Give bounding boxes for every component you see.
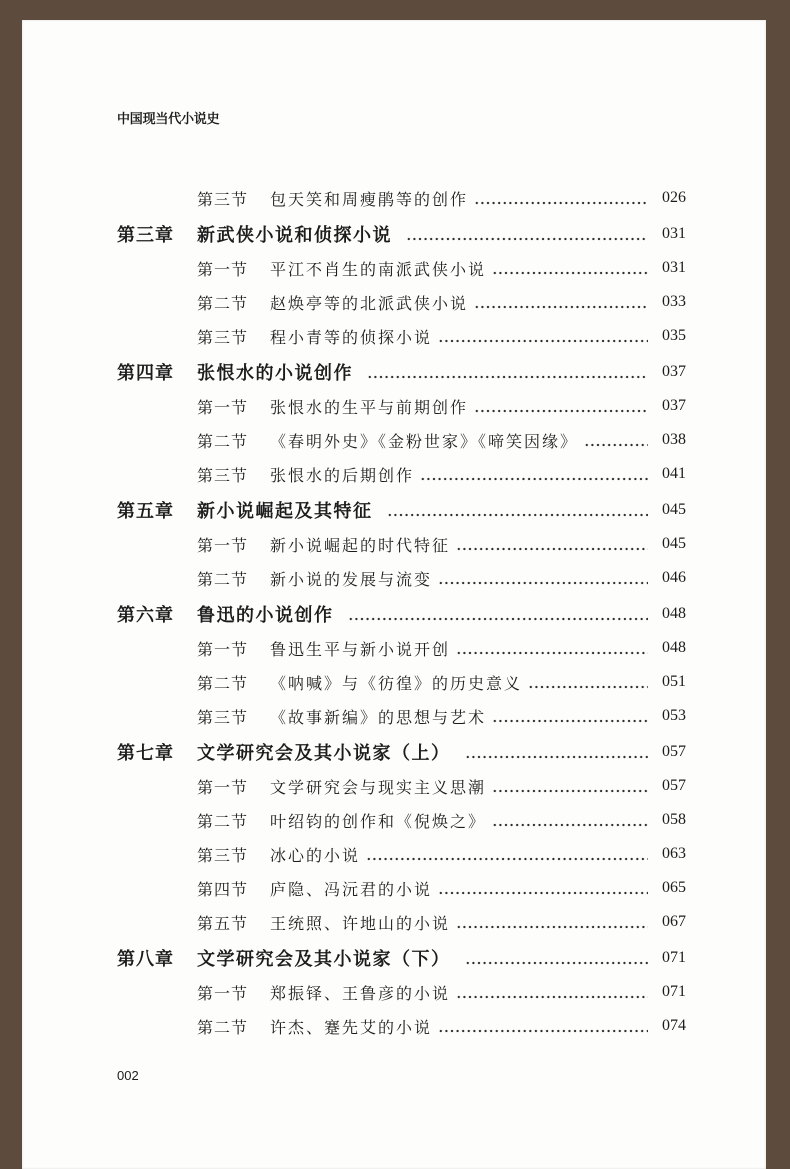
page-number: 058 bbox=[662, 811, 686, 828]
toc-section-row bbox=[117, 975, 686, 1009]
toc-section-row bbox=[117, 285, 686, 319]
page-number: 037 bbox=[662, 397, 686, 414]
book-page bbox=[22, 20, 766, 1169]
dot-leader bbox=[584, 443, 648, 447]
chapter-title: 新武侠小说和侦探小说 bbox=[197, 225, 392, 246]
page-number: 065 bbox=[662, 879, 686, 896]
toc-chapter-row bbox=[117, 493, 686, 527]
page-number: 033 bbox=[662, 293, 686, 310]
toc-chapter-row bbox=[117, 355, 686, 389]
toc-section-row bbox=[117, 905, 686, 939]
dot-leader bbox=[492, 823, 648, 827]
dot-leader bbox=[438, 339, 648, 343]
section-title: 《故事新编》的思想与艺术 bbox=[270, 707, 487, 727]
page-number: 053 bbox=[662, 707, 686, 724]
section-number: 第一节 bbox=[197, 983, 249, 1003]
toc-section-row bbox=[117, 457, 686, 491]
page-number: 037 bbox=[662, 363, 686, 380]
dot-leader bbox=[438, 1029, 648, 1033]
section-title: 《呐喊》与《彷徨》的历史意义 bbox=[270, 673, 523, 693]
toc-section-row bbox=[117, 1009, 686, 1043]
toc-section-row bbox=[117, 769, 686, 803]
dot-leader bbox=[387, 513, 649, 517]
page-number: 057 bbox=[662, 777, 686, 794]
chapter-title: 文学研究会及其小说家（上） bbox=[197, 743, 451, 764]
chapter-number: 第六章 bbox=[117, 605, 174, 626]
section-number: 第二节 bbox=[197, 431, 249, 451]
section-title: 包天笑和周瘦鹃等的创作 bbox=[270, 189, 469, 209]
section-number: 第三节 bbox=[197, 845, 249, 865]
toc-section-row bbox=[117, 803, 686, 837]
chapter-title: 张恨水的小说创作 bbox=[197, 363, 353, 384]
section-title: 张恨水的后期创作 bbox=[270, 465, 415, 485]
page-number: 045 bbox=[662, 535, 686, 552]
page-number: 071 bbox=[662, 983, 686, 1000]
dot-leader bbox=[367, 375, 648, 379]
section-number: 第二节 bbox=[197, 1017, 249, 1037]
section-number: 第三节 bbox=[197, 327, 249, 347]
toc-section-row bbox=[117, 251, 686, 285]
toc-section-row bbox=[117, 871, 686, 905]
section-number: 第四节 bbox=[197, 879, 249, 899]
dot-leader bbox=[406, 237, 648, 241]
toc-section-row bbox=[117, 181, 686, 215]
section-number: 第一节 bbox=[197, 259, 249, 279]
toc-section-row bbox=[117, 319, 686, 353]
chapter-number: 第七章 bbox=[117, 743, 174, 764]
page-number: 048 bbox=[662, 639, 686, 656]
dot-leader bbox=[465, 755, 649, 759]
dot-leader bbox=[456, 651, 648, 655]
page-number: 045 bbox=[662, 501, 686, 518]
dot-leader bbox=[438, 581, 648, 585]
page-number: 063 bbox=[662, 845, 686, 862]
dot-leader bbox=[474, 305, 648, 309]
folio-page-number: 002 bbox=[117, 1068, 139, 1083]
table-of-contents bbox=[117, 181, 686, 1043]
section-title: 《春明外史》《金粉世家》《啼笑因缘》 bbox=[270, 431, 579, 451]
toc-section-row bbox=[117, 665, 686, 699]
page-number: 067 bbox=[662, 913, 686, 930]
page-number: 031 bbox=[662, 225, 686, 242]
dot-leader bbox=[474, 201, 648, 205]
section-number: 第三节 bbox=[197, 465, 249, 485]
section-title: 新小说的发展与流变 bbox=[270, 569, 433, 589]
section-title: 平江不肖生的南派武侠小说 bbox=[270, 259, 487, 279]
dot-leader bbox=[348, 617, 649, 621]
toc-chapter-row bbox=[117, 597, 686, 631]
page-number: 051 bbox=[662, 673, 686, 690]
page-number: 031 bbox=[662, 259, 686, 276]
section-number: 第二节 bbox=[197, 293, 249, 313]
toc-chapter-row bbox=[117, 941, 686, 975]
section-title: 张恨水的生平与前期创作 bbox=[270, 397, 469, 417]
page-number: 038 bbox=[662, 431, 686, 448]
chapter-number: 第八章 bbox=[117, 949, 174, 970]
section-number: 第一节 bbox=[197, 397, 249, 417]
section-title: 王统照、许地山的小说 bbox=[270, 913, 451, 933]
page-number: 074 bbox=[662, 1017, 686, 1034]
toc-section-row bbox=[117, 389, 686, 423]
dot-leader bbox=[528, 685, 648, 689]
running-title: 中国现当代小说史 bbox=[117, 112, 220, 127]
dot-leader bbox=[456, 995, 648, 999]
toc-section-row bbox=[117, 527, 686, 561]
section-number: 第一节 bbox=[197, 777, 249, 797]
dot-leader bbox=[366, 857, 648, 861]
page-number: 057 bbox=[662, 743, 686, 760]
section-title: 许杰、蹇先艾的小说 bbox=[270, 1017, 433, 1037]
dot-leader bbox=[420, 477, 648, 481]
section-number: 第一节 bbox=[197, 535, 249, 555]
section-title: 赵焕亭等的北派武侠小说 bbox=[270, 293, 469, 313]
section-title: 庐隐、冯沅君的小说 bbox=[270, 879, 433, 899]
toc-section-row bbox=[117, 561, 686, 595]
page-number: 071 bbox=[662, 949, 686, 966]
toc-section-row bbox=[117, 699, 686, 733]
section-title: 叶绍钧的创作和《倪焕之》 bbox=[270, 811, 487, 831]
toc-section-row bbox=[117, 837, 686, 871]
page-number: 041 bbox=[662, 465, 686, 482]
section-number: 第二节 bbox=[197, 673, 249, 693]
chapter-number: 第三章 bbox=[117, 225, 174, 246]
dot-leader bbox=[438, 891, 648, 895]
chapter-number: 第五章 bbox=[117, 501, 174, 522]
section-number: 第三节 bbox=[197, 189, 249, 209]
toc-section-row bbox=[117, 423, 686, 457]
section-title: 鲁迅生平与新小说开创 bbox=[270, 639, 451, 659]
dot-leader bbox=[492, 719, 648, 723]
section-number: 第三节 bbox=[197, 707, 249, 727]
section-number: 第一节 bbox=[197, 639, 249, 659]
section-number: 第五节 bbox=[197, 913, 249, 933]
chapter-title: 文学研究会及其小说家（下） bbox=[197, 949, 451, 970]
section-title: 冰心的小说 bbox=[270, 845, 361, 865]
dot-leader bbox=[492, 271, 648, 275]
page-number: 035 bbox=[662, 327, 686, 344]
section-title: 文学研究会与现实主义思潮 bbox=[270, 777, 487, 797]
toc-chapter-row bbox=[117, 735, 686, 769]
page-number: 046 bbox=[662, 569, 686, 586]
section-title: 程小青等的侦探小说 bbox=[270, 327, 433, 347]
chapter-title: 鲁迅的小说创作 bbox=[197, 605, 334, 626]
section-number: 第二节 bbox=[197, 569, 249, 589]
page-number: 026 bbox=[662, 189, 686, 206]
chapter-number: 第四章 bbox=[117, 363, 174, 384]
toc-chapter-row bbox=[117, 217, 686, 251]
section-title: 郑振铎、王鲁彦的小说 bbox=[270, 983, 451, 1003]
chapter-title: 新小说崛起及其特征 bbox=[197, 501, 373, 522]
section-number: 第二节 bbox=[197, 811, 249, 831]
dot-leader bbox=[456, 925, 648, 929]
section-title: 新小说崛起的时代特征 bbox=[270, 535, 451, 555]
toc-section-row bbox=[117, 631, 686, 665]
dot-leader bbox=[492, 789, 648, 793]
page-number: 048 bbox=[662, 605, 686, 622]
dot-leader bbox=[465, 961, 649, 965]
dot-leader bbox=[456, 547, 648, 551]
dot-leader bbox=[474, 409, 648, 413]
